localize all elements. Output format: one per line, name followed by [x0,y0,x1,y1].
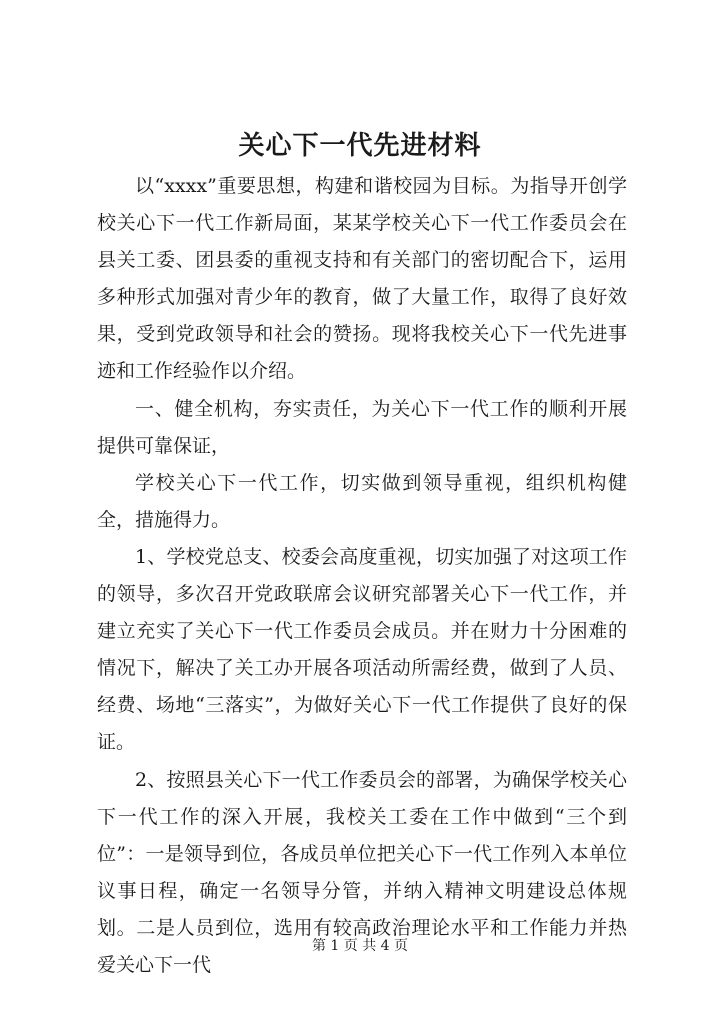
document-body [97,168,627,984]
page-number-footer: 第 1 页 共 4 页 [311,938,409,954]
paragraph-item-2: 2、按照县关心下一代工作委员会的部署，为确保学校关心下一代工作的深入开展，我校关工委在工作中做到“三个到位”：一是领导到位，各成员单位把关心下一代工作列入本单位议事日程，确定一名领导分管，并纳入精神文明建设总体规划。二是人员到位，选用有较高政治理论水平和工作能力并热爱关心下一代 [97,768,627,976]
paragraph-item-1: 1、学校党总支、校委会高度重视，切实加强了对这项工作的领导，多次召开党政联席会议研究部署关心下一代工作，并建立充实了关心下一代工作委员会成员。并在财力十分困难的情况下，解决了关工办开展各项活动所需经费，做到了人员、经费、场地“三落实”，为做好关心下一代工作提供了良好的保证。 [97,545,627,754]
document-title: 关心下一代先进材料 [238,131,482,161]
paragraph-section-heading: 一、健全机构，夯实责任，为关心下一代工作的顺利开展提供可靠保证， [97,397,627,457]
paragraph-intro: 以“xxxx”重要思想，构建和谐校园为目标。为指导开创学校关心下一代工作新局面，某某学校关心下一代工作委员会在县关工委、团县委的重视支持和有关部门的密切配合下，运用多种形式加强对青少年的教育，做了大量工作，取得了良好效果，受到党政领导和社会的赞扬。现将我校关心下一代先进事迹和工作经验作以介绍。 [97,175,627,383]
paragraph-summary: 学校关心下一代工作，切实做到领导重视，组织机构健全，措施得力。 [97,471,627,531]
